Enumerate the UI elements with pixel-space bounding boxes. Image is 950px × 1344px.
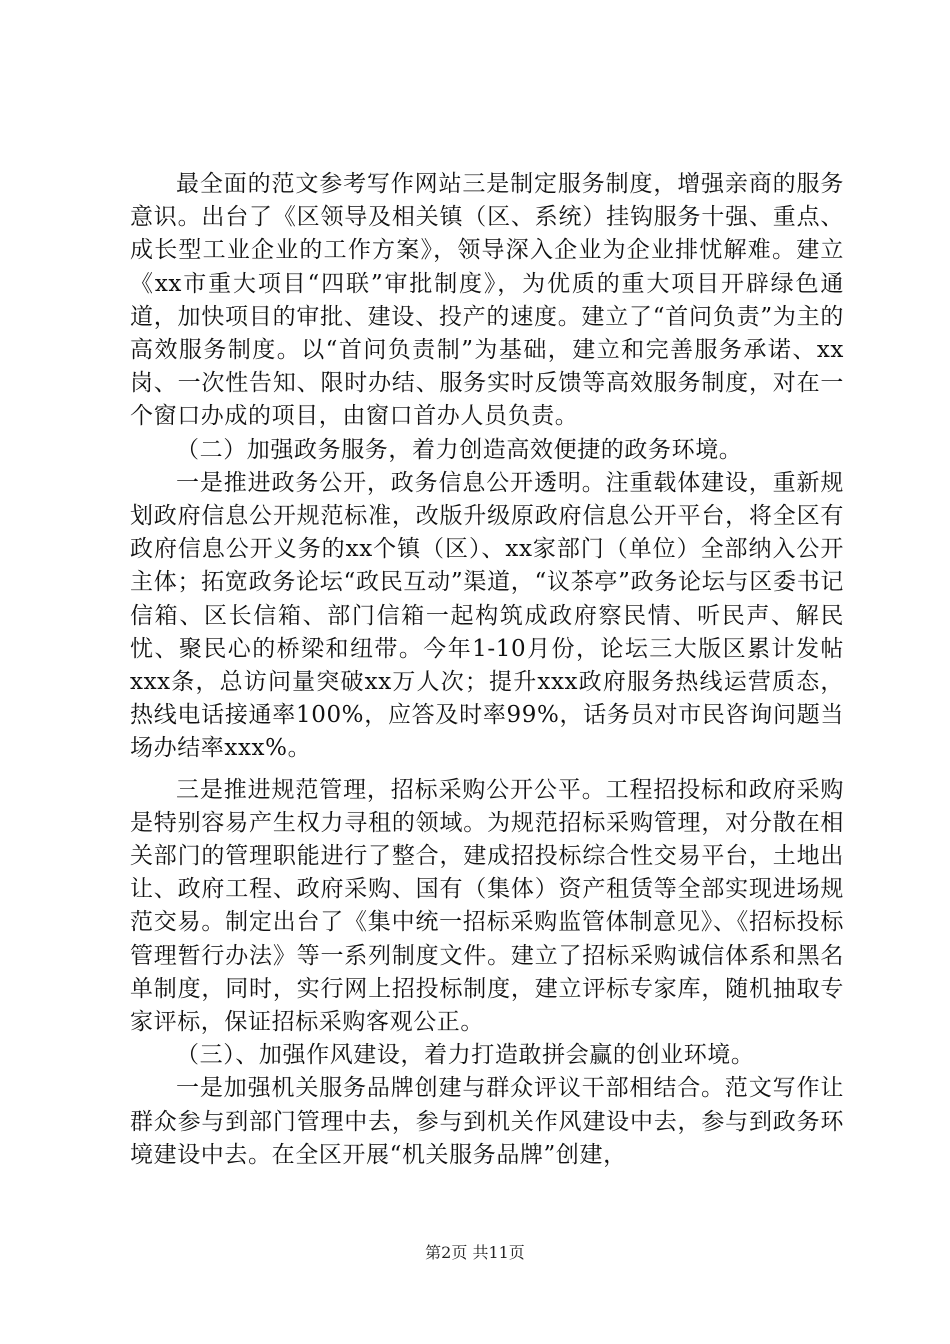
paragraph-service-system: 最全面的范文参考写作网站三是制定服务制度，增强亲商的服务意识。出台了《区领导及相关镇（区、系统）挂钩服务十强、重点、成长型工业企业的工作方案》，领导深入企业为企业排忧解难。建立《xx市重大项目“四联”审批制度》，为优质的重大项目开辟绿色通道，加快项目的审批、建设、投产的速度。建立了“首问负责”为主的高效服务制度。以“首问负责制”为基础，建立和完善服务承诺、xx岗、一次性告知、限时办结、服务实时反馈等高效服务制度，对在一个窗口办成的项目，由窗口首办人员负责。 (130, 171, 844, 430)
paragraph-procurement: 三是推进规范管理，招标采购公开公平。工程招投标和政府采购是特别容易产生权力寻租的领域。为规范招标采购管理，对分散在相关部门的管理职能进行了整合，建成招投标综合性交易平台，土地出让、政府工程、政府采购、国有（集体）资产租赁等全部实现进场规范交易。制定出台了《集中统一招标采购监管体制意见》、《招标投标管理暂行办法》等一系列制度文件。建立了招标采购诚信体系和黑名单制度，同时，实行网上招投标制度，建立评标专家库，随机抽取专家评标，保证招标采购客观公正。 (130, 776, 844, 1036)
document-body (130, 168, 844, 1172)
heading-work-style: （三）、加强作风建设，着力打造敢拼会赢的创业环境。 (176, 1042, 755, 1069)
paragraph-service-brand: 一是加强机关服务品牌创建与群众评议干部相结合。范文写作让群众参与到部门管理中去，参与到机关作风建设中去，参与到政务环境建设中去。在全区开展“机关服务品牌”创建， (130, 1075, 844, 1168)
page-number-footer: 第2页 共11页 (425, 1243, 525, 1262)
heading-government-service: （二）加强政务服务，着力创造高效便捷的政务环境。 (176, 436, 743, 463)
paragraph-government-openness: 一是推进政务公开，政务信息公开透明。注重载体建设，重新规划政府信息公开规范标准，改版升级原政府信息公开平台，将全区有政府信息公开义务的xx个镇（区）、xx家部门（单位）全部纳入公开主体；拓宽政务论坛“政民互动”渠道，“议茶亭”政务论坛与区委书记信箱、区长信箱、部门信箱一起构筑成政府察民情、听民声、解民忧、聚民心的桥梁和纽带。今年1-10月份，论坛三大版区累计发帖xxx条，总访问量突破xx万人次；提升xxx政府服务热线运营质态，热线电话接通率100%，应答及时率99%，话务员对市民咨询问题当场办结率xxx%。 (130, 469, 844, 762)
